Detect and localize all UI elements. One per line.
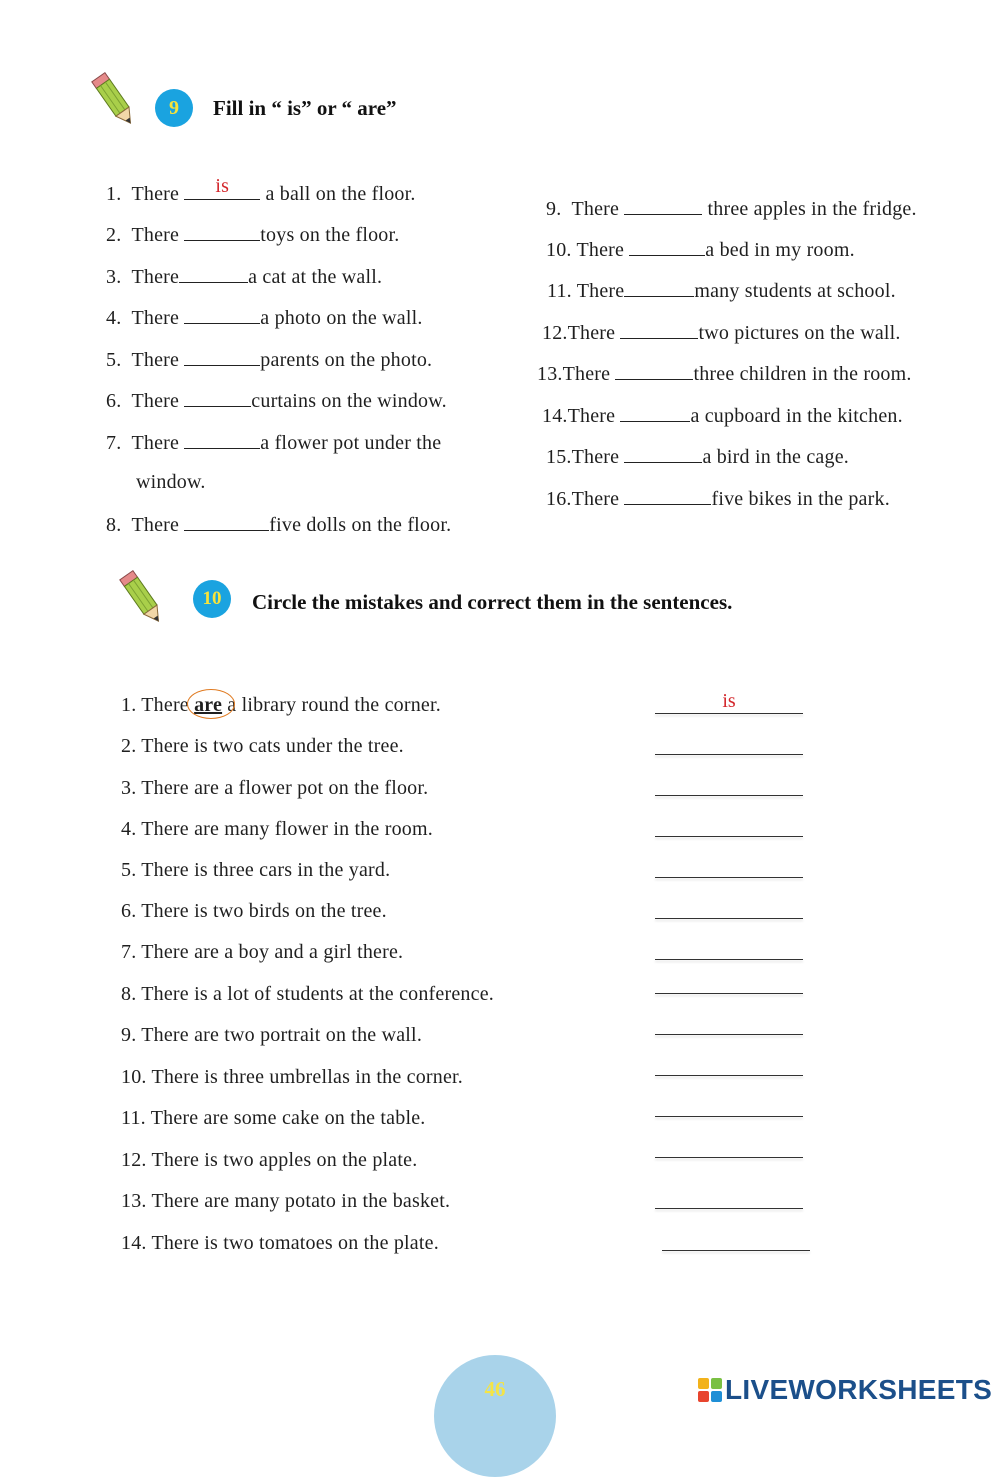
- correction-line[interactable]: [655, 836, 803, 837]
- item-text: There: [562, 363, 616, 385]
- exercise-10-title: Circle the mistakes and correct them in the sentences.: [252, 590, 733, 614]
- answer-blank[interactable]: [184, 347, 260, 366]
- exercise-10-item-10: 10. There is three umbrellas in the corner.: [121, 1066, 464, 1088]
- item-number: 13.: [537, 363, 563, 385]
- answer-blank[interactable]: [184, 175, 260, 200]
- correction-line[interactable]: [655, 1034, 803, 1035]
- item-text: There: [571, 446, 625, 468]
- item-text: curtains on the window.: [251, 390, 447, 412]
- answer-blank[interactable]: [624, 196, 702, 215]
- answer-blank[interactable]: [624, 278, 694, 297]
- item-text: There: [131, 432, 185, 454]
- exercise-10-item-8: 8. There is a lot of students at the conference.: [121, 983, 494, 1005]
- mistake-word: are: [194, 694, 223, 716]
- correction-answer: is: [722, 690, 736, 712]
- item-number: 12.: [542, 322, 568, 344]
- answer-blank[interactable]: [620, 320, 698, 339]
- pencil-icon: [118, 568, 168, 630]
- item-number: 3.: [106, 266, 122, 288]
- item-number: 5.: [106, 349, 122, 371]
- correction-line[interactable]: [655, 918, 803, 919]
- exercise-10-item-1: [121, 694, 441, 717]
- item-text: There: [131, 390, 185, 412]
- exercise-9-item-4: [106, 305, 423, 330]
- exercise-10-item-13: 13. There are many potato in the basket.: [121, 1190, 451, 1212]
- exercise-10-item-14: 14. There is two tomatoes on the plate.: [121, 1232, 439, 1254]
- exercise-9-item-9: [546, 196, 917, 221]
- exercise-9-item-12: [542, 320, 901, 345]
- item-text: There: [131, 349, 185, 371]
- answer-blank[interactable]: [184, 388, 251, 407]
- correction-line[interactable]: [655, 1075, 803, 1076]
- item-text: two pictures on the wall.: [698, 322, 901, 344]
- item-text: a flower pot under the: [260, 432, 442, 454]
- liveworksheets-logo: [698, 1374, 992, 1406]
- item-text: many students at school.: [694, 280, 896, 302]
- pencil-icon: [90, 70, 140, 132]
- item-text: three children in the room.: [693, 363, 912, 385]
- correction-line[interactable]: [655, 877, 803, 878]
- answer-blank[interactable]: [184, 222, 260, 241]
- exercise-9-badge: [155, 89, 193, 127]
- exercise-9-item-6: [106, 388, 447, 413]
- item-text: a bed in my room.: [705, 239, 855, 261]
- exercise-10-item-5: 5. There is three cars in the yard.: [121, 859, 391, 881]
- item-text: There: [131, 224, 185, 246]
- correction-line[interactable]: [655, 795, 803, 796]
- answer-blank[interactable]: [184, 430, 260, 449]
- answer-blank[interactable]: [184, 512, 269, 531]
- item-text: three apples in the fridge.: [702, 198, 917, 220]
- exercise-10-item-11: 11. There are some cake on the table.: [121, 1107, 426, 1129]
- item-text: There: [576, 280, 625, 302]
- item-text: There: [131, 307, 185, 329]
- item-text: There: [571, 488, 625, 510]
- exercise-10-item-4: 4. There are many flower in the room.: [121, 818, 433, 840]
- item-number: 1.: [106, 183, 122, 205]
- correction-line[interactable]: [655, 1157, 803, 1158]
- item-text: There: [567, 405, 621, 427]
- exercise-9-item-1: [106, 175, 416, 206]
- item-text: a cat at the wall.: [248, 266, 383, 288]
- correction-line[interactable]: [655, 993, 803, 994]
- item-number: 1.: [121, 694, 137, 716]
- exercise-9-item-7: [106, 430, 441, 455]
- item-number: 4.: [106, 307, 122, 329]
- item-text: There: [141, 694, 195, 716]
- exercise-number: 10: [202, 588, 222, 609]
- item-number: 7.: [106, 432, 122, 454]
- exercise-9-item-13: [537, 361, 912, 386]
- exercise-number: 9: [169, 96, 179, 119]
- exercise-10-item-2: 2. There is two cats under the tree.: [121, 735, 404, 757]
- item-number: 11.: [547, 280, 572, 302]
- exercise-9-item-3: [106, 264, 382, 289]
- correction-line[interactable]: [655, 1116, 803, 1117]
- item-text: There: [576, 239, 630, 261]
- item-text: five bikes in the park.: [711, 488, 890, 510]
- item-text: toys on the floor.: [260, 224, 400, 246]
- answer-blank[interactable]: [615, 361, 693, 380]
- answer-blank[interactable]: [629, 237, 705, 256]
- circled-mistake[interactable]: [194, 694, 222, 717]
- exercise-9-item-16: [546, 486, 890, 511]
- correction-line[interactable]: [655, 713, 803, 714]
- correction-line[interactable]: [655, 754, 803, 755]
- correction-line[interactable]: [655, 1208, 803, 1209]
- exercise-9-item-5: [106, 347, 432, 372]
- answer-blank[interactable]: [184, 305, 260, 324]
- item-number: 8.: [106, 514, 122, 536]
- item-text: a library round the corner.: [222, 694, 441, 716]
- exercise-10-item-12: 12. There is two apples on the plate.: [121, 1149, 418, 1171]
- item-text: There: [131, 266, 180, 288]
- item-text: a bird in the cage.: [702, 446, 849, 468]
- answer-blank[interactable]: [179, 264, 248, 283]
- answer-blank[interactable]: [620, 403, 690, 422]
- liveworksheets-icon: [698, 1378, 722, 1402]
- item-number: 6.: [106, 390, 122, 412]
- correction-line[interactable]: [655, 959, 803, 960]
- item-number: 14.: [542, 405, 568, 427]
- answer-blank[interactable]: [624, 486, 711, 505]
- exercise-9-item-14: [542, 403, 903, 428]
- exercise-10-item-6: 6. There is two birds on the tree.: [121, 900, 387, 922]
- item-number: 15.: [546, 446, 572, 468]
- item-number: 16.: [546, 488, 572, 510]
- item-text: There: [131, 514, 185, 536]
- exercise-10-badge: [193, 580, 231, 618]
- item-text: a cupboard in the kitchen.: [690, 405, 903, 427]
- item-text: There: [567, 322, 621, 344]
- exercise-9-item-11: [547, 278, 896, 303]
- exercise-10-item-3: 3. There are a flower pot on the floor.: [121, 777, 429, 799]
- exercise-9-item-10: [546, 237, 855, 262]
- item-text: five dolls on the floor.: [269, 514, 452, 536]
- exercise-9-item-8: [106, 512, 451, 537]
- item-text: There: [571, 198, 625, 220]
- exercise-9-item-7-continued: window.: [136, 471, 206, 493]
- answer-blank[interactable]: [624, 444, 702, 463]
- exercise-9-item-15: [546, 444, 849, 469]
- brand-name: LIVEWORKSHEETS: [725, 1374, 993, 1405]
- filled-answer: is: [215, 175, 230, 197]
- item-text: a ball on the floor.: [260, 183, 416, 205]
- exercise-10-item-9: 9. There are two portrait on the wall.: [121, 1024, 423, 1046]
- exercise-9-title: Fill in “ is” or “ are”: [213, 96, 397, 120]
- item-text: parents on the photo.: [260, 349, 433, 371]
- item-number: 2.: [106, 224, 122, 246]
- exercise-9-item-2: [106, 222, 399, 247]
- item-number: 9.: [546, 198, 562, 220]
- correction-line[interactable]: [662, 1250, 810, 1251]
- item-text: There: [131, 183, 185, 205]
- exercise-10-item-7: 7. There are a boy and a girl there.: [121, 941, 404, 963]
- item-number: 10.: [546, 239, 572, 261]
- page-number: 46: [434, 1355, 556, 1477]
- item-text: a photo on the wall.: [260, 307, 423, 329]
